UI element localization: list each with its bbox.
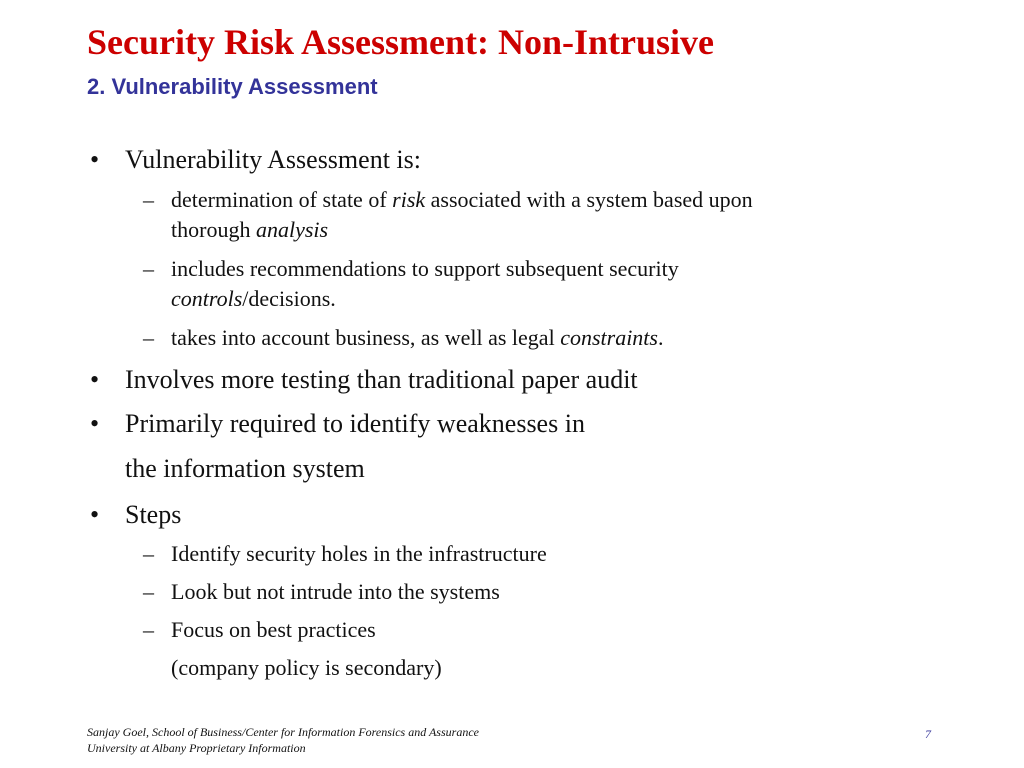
emphasis-controls: controls [171, 286, 243, 311]
sub-bullet-best-practices: Focus on best practices [171, 617, 376, 642]
bullet-more-testing: Involves more testing than traditional paper audit [125, 365, 638, 394]
page-number: 7 [925, 727, 931, 741]
sub-bullet-text: associated with a system based upon [425, 187, 753, 212]
bullet-marker: • [90, 409, 100, 438]
sub-bullet-text: takes into account business, as well as legal [171, 325, 561, 350]
bullet-vulnerability-assessment: Vulnerability Assessment is: [125, 145, 421, 174]
dash-marker: – [143, 256, 154, 281]
dash-marker: – [143, 579, 154, 604]
emphasis-constraints: constraints [560, 325, 658, 350]
bullet-marker: • [90, 365, 100, 394]
footer-author-line: Sanjay Goel, School of Business/Center for Information Forensics and Assurance [87, 725, 479, 739]
slide-footer [87, 724, 479, 756]
sub-bullet-security-holes: Identify security holes in the infrastructure [171, 541, 547, 566]
sub-bullet-company-policy: (company policy is secondary) [171, 655, 442, 680]
emphasis-analysis: analysis [255, 217, 329, 242]
sub-bullet-determination [171, 185, 753, 215]
sub-bullet-recommendations: includes recommendations to support subsequent security [171, 256, 679, 281]
dash-marker: – [143, 541, 154, 566]
bullet-identify-weaknesses: Primarily required to identify weaknesses in [125, 409, 585, 438]
bullet-marker: • [90, 145, 100, 174]
dash-marker: – [143, 187, 154, 212]
sub-bullet-text: determination of state of [171, 187, 393, 212]
footer-proprietary-line: University at Albany Proprietary Information [87, 741, 306, 755]
dash-marker: – [143, 325, 154, 350]
sub-bullet-constraints [171, 323, 663, 353]
sub-bullet-look-not-intrude: Look but not intrude into the systems [171, 579, 500, 604]
bullet-steps: Steps [125, 500, 182, 529]
bullet-marker: • [90, 500, 100, 529]
bullet-identify-weaknesses-cont: the information system [125, 454, 365, 483]
sub-bullet-recommendations-cont [171, 284, 336, 314]
sub-bullet-text: /decisions. [242, 286, 336, 311]
dash-marker: – [143, 617, 154, 642]
sub-bullet-text: thorough [171, 217, 256, 242]
sub-bullet-determination-cont [171, 215, 328, 245]
slide-title: Security Risk Assessment: Non-Intrusive [87, 22, 715, 62]
sub-bullet-text: . [657, 325, 664, 350]
emphasis-risk: risk [392, 187, 426, 212]
slide-subtitle: 2. Vulnerability Assessment [87, 74, 378, 99]
